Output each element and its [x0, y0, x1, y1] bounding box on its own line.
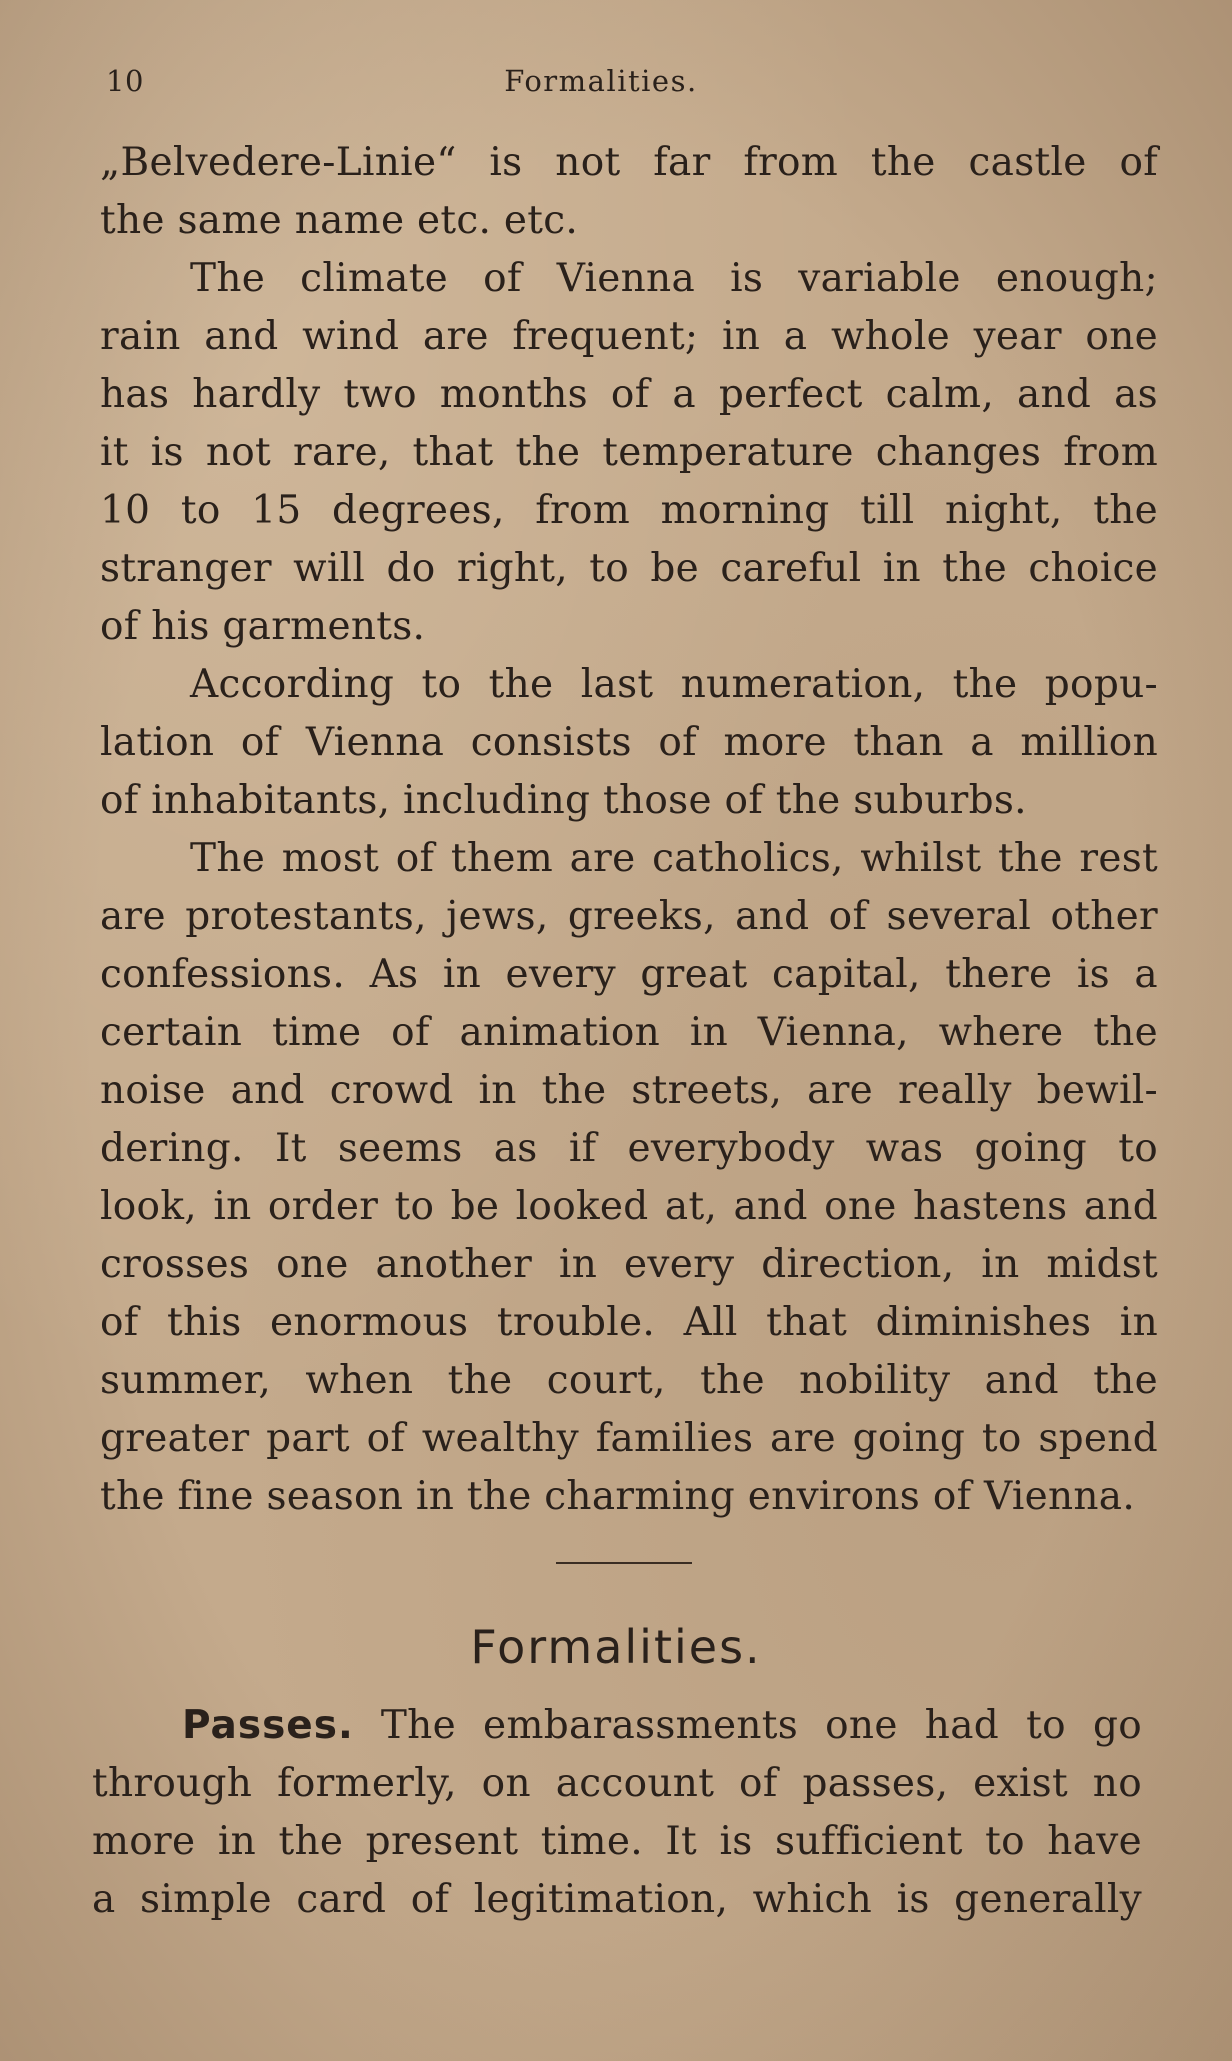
text-line: „Belvedere-Linie“ is not far from the castle of: [100, 140, 1158, 185]
text-line: look, in order to be looked at, and one hastens and: [100, 1184, 1158, 1229]
text-line: of this enormous trouble. All that diminishes in: [100, 1300, 1158, 1345]
text-line: through formerly, on account of passes, exist no: [92, 1761, 1142, 1806]
text-line: stranger will do right, to be careful in the choice: [100, 546, 1158, 591]
text-line: crosses one another in every direction, in midst: [100, 1242, 1158, 1287]
text-line: are protestants, jews, greeks, and of several other: [100, 894, 1158, 939]
text-line: The climate of Vienna is variable enough;: [190, 256, 1158, 301]
text-line: lation of Vienna consists of more than a million: [100, 720, 1158, 765]
page-number: 10: [106, 64, 144, 98]
text-line: has hardly two months of a perfect calm, and as: [100, 372, 1158, 417]
text-line: noise and crowd in the streets, are really bewil-: [100, 1068, 1158, 1113]
text-line: the fine season in the charming environs of Vienna.: [100, 1474, 1136, 1519]
text-line: greater part of wealthy families are going to spend: [100, 1416, 1158, 1461]
section-heading: Formalities.: [470, 1620, 762, 1674]
run-in-heading: Passes.: [182, 1703, 354, 1748]
text-line: of his garments.: [100, 604, 426, 649]
section-divider: [556, 1562, 692, 1564]
section-text: [92, 1697, 1142, 1929]
text-line: more in the present time. It is sufficient to have: [92, 1819, 1142, 1864]
text-line: According to the last numeration, the popu-: [190, 662, 1158, 707]
text-line: the same name etc. etc.: [100, 198, 579, 243]
text-line: dering. It seems as if everybody was going to: [100, 1126, 1158, 1171]
text-line-rest: The embarassments one had to go: [380, 1703, 1142, 1748]
text-line: of inhabitants, including those of the suburbs.: [100, 778, 1027, 823]
running-head: [106, 64, 1136, 108]
text-line: certain time of animation in Vienna, where the: [100, 1010, 1158, 1055]
text-line: 10 to 15 degrees, from morning till night, the: [100, 488, 1158, 533]
text-line: a simple card of legitimation, which is generally: [92, 1877, 1142, 1922]
text-line: [92, 1697, 1142, 1755]
running-title: Formalities.: [504, 64, 698, 98]
text-line: it is not rare, that the temperature changes from: [100, 430, 1158, 475]
text-line: summer, when the court, the nobility and the: [100, 1358, 1158, 1403]
text-line: confessions. As in every great capital, there is a: [100, 952, 1158, 997]
text-line: The most of them are catholics, whilst the rest: [190, 836, 1158, 881]
text-line: rain and wind are frequent; in a whole year one: [100, 314, 1158, 359]
body-text: [100, 134, 1158, 1526]
